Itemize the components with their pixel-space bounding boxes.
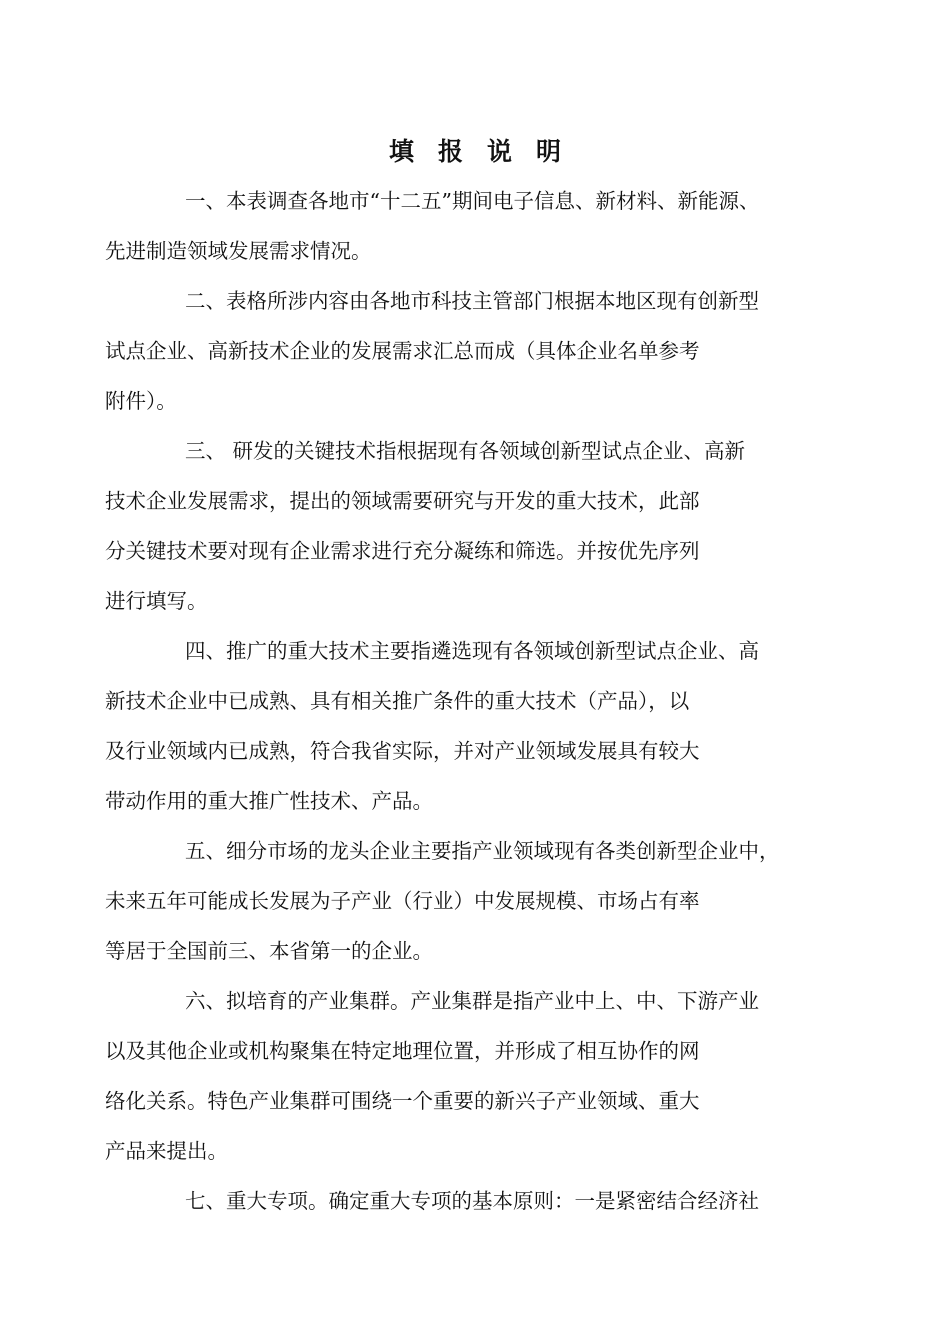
paragraph-line: 七、重大专项。确定重大专项的基本原则：一是紧密结合经济社: [185, 1189, 759, 1213]
paragraph-line: 五、细分市场的龙头企业主要指产业领域现有各类创新型企业中，: [185, 839, 780, 863]
paragraph-4: [105, 626, 825, 826]
paragraph-line: 六、拟培育的产业集群。产业集群是指产业中上、中、下游产业: [185, 989, 759, 1013]
paragraph-5: [105, 826, 825, 976]
paragraph-line: 三、 研发的关键技术指根据现有各领域创新型试点企业、高新: [185, 439, 746, 463]
paragraph-line: 四、推广的重大技术主要指遴选现有各领域创新型试点企业、高: [185, 639, 759, 663]
paragraph-line: 等居于全国前三、本省第一的企业。: [105, 939, 433, 963]
paragraph-2: [105, 276, 825, 426]
paragraph-line: 新技术企业中已成熟、具有相关推广条件的重大技术（产品），以: [105, 689, 690, 713]
paragraph-line: 以及其他企业或机构聚集在特定地理位置，并形成了相互协作的网: [105, 1039, 700, 1063]
paragraph-line: 二、表格所涉内容由各地市科技主管部门根据本地区现有创新型: [185, 289, 759, 313]
paragraph-line: 先进制造领域发展需求情况。: [105, 239, 372, 263]
paragraph-7: [145, 1176, 825, 1226]
paragraph-line: 技术企业发展需求，提出的领域需要研究与开发的重大技术，此部: [105, 489, 700, 513]
paragraph-3: [105, 426, 825, 626]
paragraph-line: 试点企业、高新技术企业的发展需求汇总而成（具体企业名单参考: [105, 339, 700, 363]
paragraph-line: 产品来提出。: [105, 1139, 228, 1163]
paragraph-line: 进行填写。: [105, 589, 208, 613]
paragraph-line: 及行业领域内已成熟，符合我省实际，并对产业领域发展具有较大: [105, 739, 700, 763]
paragraph-line: 络化关系。特色产业集群可围绕一个重要的新兴子产业领域、重大: [105, 1089, 700, 1113]
paragraph-6: [105, 976, 825, 1176]
paragraph-1: [105, 176, 825, 276]
paragraph-line: 带动作用的重大推广性技术、产品。: [105, 789, 433, 813]
paragraph-line: 分关键技术要对现有企业需求进行充分凝练和筛选。并按优先序列: [105, 539, 700, 563]
paragraph-line: 未来五年可能成长发展为子产业（行业）中发展规模、市场占有率: [105, 889, 700, 913]
paragraph-line: 一、本表调查各地市“十二五”期间电子信息、新材料、新能源、: [185, 189, 760, 213]
paragraph-line: 附件）。: [105, 389, 177, 413]
document-title: 填报说明: [388, 137, 585, 166]
document-body: [105, 176, 825, 1226]
